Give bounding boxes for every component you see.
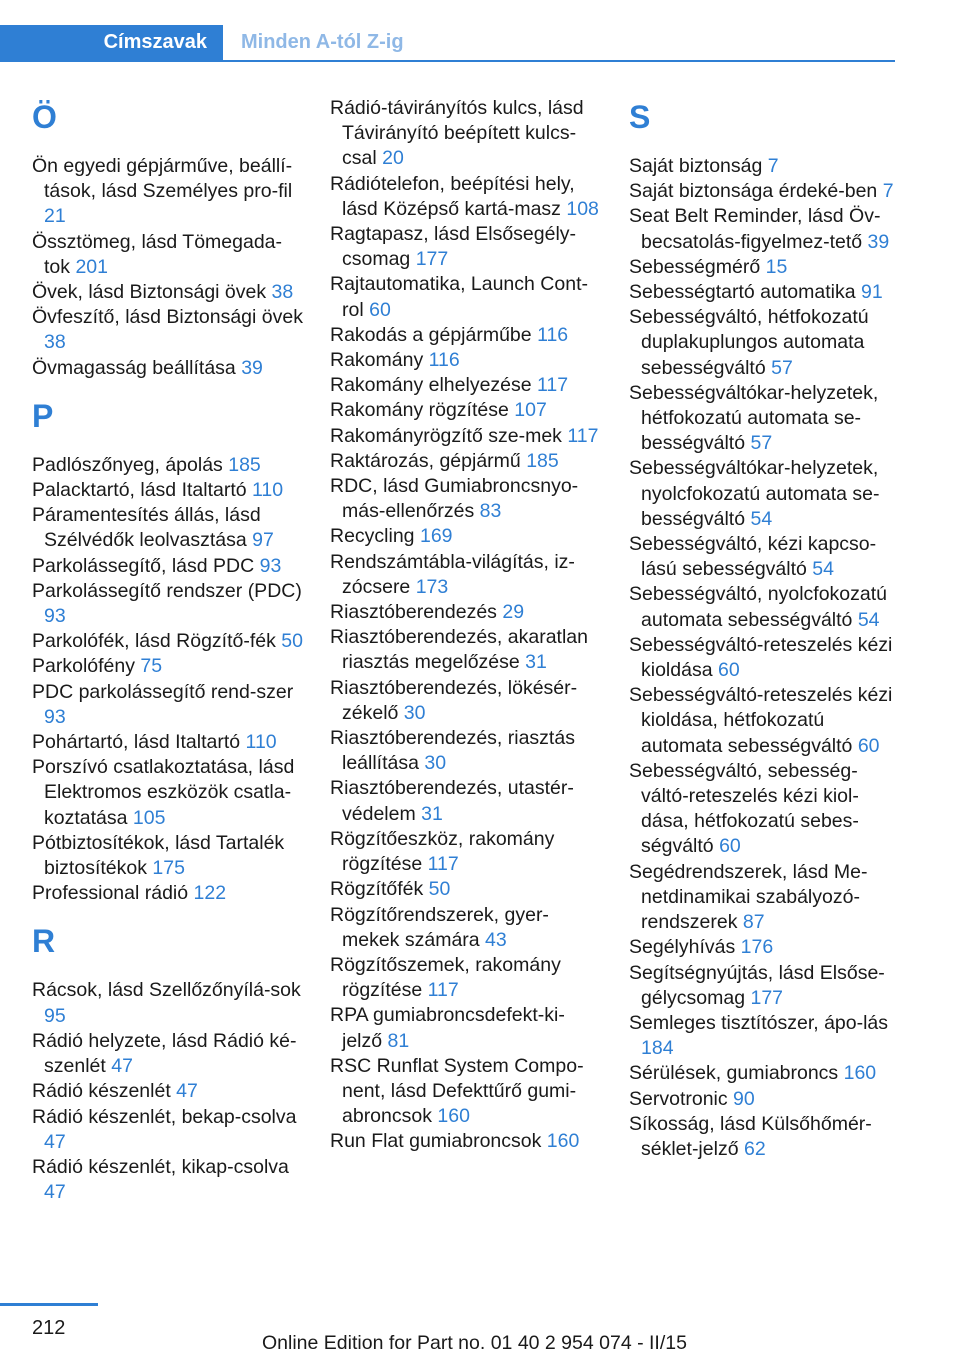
index-entry: [330, 96, 602, 172]
index-entry: [629, 1011, 897, 1061]
entry-text: Saját biztonsága érdeké-ben: [629, 180, 878, 203]
entry-text: Övfeszítő, lásd Biztonsági övek: [32, 306, 303, 329]
index-column-3: [629, 96, 897, 1162]
page-link[interactable]: 107: [514, 399, 547, 422]
index-entry: [629, 532, 897, 582]
edition-text: Online Edition for Part no. 01 40 2 954 074 - II/15: [262, 1332, 687, 1354]
entry-text: Rádió készenlét: [32, 1080, 171, 1103]
page-link[interactable]: 47: [44, 1181, 66, 1204]
entry-text: Servotronic: [629, 1087, 728, 1110]
index-entry: [32, 978, 304, 1028]
entry-text: Rádió-távirányítós kulcs, lásd Távirányító beépített kulcs-csal: [330, 97, 584, 170]
entry-text: Rajtautomatika, Launch Cont-rol: [330, 273, 588, 321]
page-link[interactable]: 15: [765, 255, 788, 278]
index-entry: [629, 633, 897, 683]
entry-text: Run Flat gumiabroncsok: [330, 1130, 542, 1153]
entry-text: Rakomány rögzítése: [330, 399, 509, 422]
index-entry: [629, 154, 897, 179]
entry-text: Pohártartó, lásd Italtartó: [32, 731, 241, 754]
index-entry: [629, 683, 897, 759]
page-link[interactable]: 47: [44, 1130, 66, 1153]
page-link[interactable]: 185: [228, 453, 261, 476]
entry-text: Sebességtartó automatika: [629, 281, 856, 304]
index-entry: [32, 654, 304, 679]
page-link[interactable]: 93: [44, 605, 66, 628]
entry-text: Riasztóberendezés, lökésér-zékelő: [330, 676, 578, 724]
index-entry: [330, 726, 602, 776]
page-link[interactable]: 110: [252, 479, 284, 502]
page-link[interactable]: 43: [485, 928, 507, 951]
index-entry: [330, 550, 602, 600]
index-entry: [629, 280, 897, 305]
page-link[interactable]: 110: [245, 731, 277, 754]
page-link[interactable]: 116: [537, 323, 569, 346]
entry-text: Övmagasság beállítása: [32, 356, 236, 379]
index-entry: [32, 554, 304, 579]
entry-text: Pótbiztosítékok, lásd Tartalék biztosítékok: [32, 831, 285, 880]
page-link[interactable]: 201: [75, 255, 108, 278]
index-entry: [629, 381, 897, 457]
entry-text: Sebességváltókar-helyzetek, hétfokozatú automata se-bességváltó: [629, 381, 879, 455]
page-link[interactable]: 7: [882, 180, 894, 203]
page-link[interactable]: 93: [44, 705, 66, 728]
entry-text: Ön egyedi gépjárműve, beállí-tások, lásd Személyes pro-fil: [32, 155, 293, 203]
page-link[interactable]: 117: [567, 424, 599, 447]
index-entry: [629, 860, 897, 936]
entry-text: Semleges tisztítószer, ápo-lás: [629, 1011, 889, 1034]
entry-text: Porszívó csatlakoztatása, lásd Elektromos eszközök csatla-koztatása: [32, 756, 295, 829]
page-link[interactable]: 54: [750, 507, 773, 530]
index-entry: [330, 172, 602, 222]
index-entry: [629, 456, 897, 532]
section-letter: R: [32, 923, 56, 960]
entry-text: Sérülések, gumiabroncs: [629, 1062, 839, 1085]
entry-text: Sebességmérő: [629, 255, 761, 278]
entry-text: Rádió helyzete, lásd Rádió ké-szenlét: [32, 1029, 297, 1078]
index-entry: [32, 503, 304, 553]
entry-text: Parkolófék, lásd Rögzítő-fék: [32, 630, 276, 653]
page-link[interactable]: 177: [750, 986, 784, 1009]
entry-text: Rádió készenlét, bekap-csolva: [32, 1105, 297, 1128]
index-entry: [32, 154, 304, 230]
page-link[interactable]: 87: [742, 911, 765, 934]
index-entry: [629, 961, 897, 1011]
page-link[interactable]: 105: [132, 806, 166, 829]
tab-cimszavak[interactable]: Címszavak: [0, 25, 223, 60]
tab-minden-a-tol-z-ig[interactable]: Minden A-tól Z-ig: [241, 31, 404, 53]
page-link[interactable]: 29: [502, 601, 525, 624]
entry-text: Sebességváltó-reteszelés kézi kioldása, hétfokozatú automata sebességváltó: [629, 684, 893, 757]
entry-text: Sebességváltó, kézi kapcso-lású sebességváltó: [629, 533, 877, 581]
page-link[interactable]: 31: [421, 802, 443, 825]
index-entry: [32, 453, 304, 478]
page-link[interactable]: 21: [44, 205, 66, 228]
section-letter: P: [32, 397, 54, 434]
index-entry: [330, 1003, 602, 1053]
entry-text: Segítségnyújtás, lásd Elsőse-gélycsomag: [629, 961, 885, 1009]
page-link[interactable]: 93: [259, 554, 282, 577]
page-link[interactable]: 54: [857, 608, 880, 631]
page-link[interactable]: 116: [428, 349, 460, 372]
page-link[interactable]: 91: [860, 281, 883, 304]
page-link[interactable]: 60: [857, 734, 880, 757]
entry-text: Recycling: [330, 525, 415, 548]
page-link[interactable]: 97: [252, 529, 274, 552]
entry-text: Sebességváltó-reteszelés kézi kioldása: [629, 633, 893, 682]
index-entry: [330, 424, 602, 449]
page-link[interactable]: 117: [427, 853, 459, 876]
index-entry: [629, 255, 897, 280]
entry-text: Rádiótelefon, beépítési hely, lásd Középső kartá-masz: [330, 172, 575, 220]
entry-text: RPA gumiabroncsdefekt-ki-jelző: [330, 1004, 565, 1052]
index-entry: [629, 179, 897, 204]
index-entry: [330, 827, 602, 877]
entry-text: Segédrendszerek, lásd Me-netdinamikai szabályozó-rendszerek: [629, 860, 868, 934]
index-entry: [629, 1112, 897, 1162]
index-entry: [330, 1054, 602, 1130]
entry-text: Palacktartó, lásd Italtartó: [32, 479, 247, 502]
page-number: 212: [32, 1317, 66, 1339]
entry-text: Parkolássegítő, lásd PDC: [32, 554, 255, 577]
index-column-2: [330, 96, 602, 1155]
entry-text: Saját biztonság: [629, 155, 763, 177]
page-link[interactable]: 50: [281, 630, 303, 653]
index-entry: [330, 600, 602, 625]
entry-text: Sebességváltókar-helyzetek, nyolcfokozatú automata se-bességváltó: [629, 457, 880, 530]
page-link[interactable]: 31: [525, 651, 547, 674]
index-entry: [629, 204, 897, 254]
page-link[interactable]: 62: [743, 1137, 766, 1160]
page-link[interactable]: 47: [111, 1055, 133, 1078]
entry-text: Rácsok, lásd Szellőzőnyílá-sok: [32, 979, 301, 1002]
entry-text: Riasztóberendezés, utastér-védelem: [330, 777, 574, 825]
index-entry: [330, 953, 602, 1003]
index-entry: [330, 348, 602, 373]
index-entry: [32, 881, 304, 906]
entry-text: Sebességváltó, sebesség-váltó-reteszelés kézi kiol-dása, hétfokozatú sebes-ségváltó: [629, 759, 859, 858]
index-entry: [32, 1079, 304, 1104]
header-tabbar: [0, 25, 895, 62]
entry-text: Segélyhívás: [629, 936, 736, 959]
index-entry: [330, 272, 602, 322]
entry-text: Professional rádió: [32, 882, 189, 905]
page-link[interactable]: 47: [176, 1080, 198, 1103]
entry-text: Rakodás a gépjárműbe: [330, 323, 532, 346]
page-link[interactable]: 175: [152, 857, 185, 880]
page-link[interactable]: 39: [241, 356, 263, 379]
entry-text: Ragtapasz, lásd Elsősegély-csomag: [330, 223, 577, 271]
page-link[interactable]: 122: [193, 882, 227, 905]
entry-text: Rendszámtábla-világítás, iz-zócsere: [330, 550, 575, 598]
entry-text: Rögzítőszemek, rakomány rögzítése: [330, 953, 561, 1002]
index-entry: [32, 579, 304, 629]
index-entry: [330, 474, 602, 524]
entry-text: Síkosság, lásd Külsőhőmér-séklet-jelző: [629, 1112, 872, 1160]
index-entry: [629, 1087, 897, 1112]
index-entry: [330, 449, 602, 474]
index-entry: [330, 1129, 602, 1154]
page-link[interactable]: 176: [740, 936, 774, 959]
entry-text: Raktározás, gépjármű: [330, 449, 521, 472]
index-entry: [32, 730, 304, 755]
page-link[interactable]: 160: [546, 1130, 580, 1153]
index-entry: [32, 1105, 304, 1155]
index-entry: [32, 629, 304, 654]
entry-text: Össztömeg, lásd Tömegada-tok: [32, 230, 283, 278]
page-link[interactable]: 160: [437, 1105, 470, 1128]
index-entry: [629, 582, 897, 632]
section-gap: [32, 381, 304, 395]
entry-text: PDC parkolássegítő rend-szer: [32, 680, 294, 703]
page-link[interactable]: 81: [387, 1029, 410, 1052]
entry-text: Rakomány: [330, 349, 424, 372]
entry-text: Parkolófény: [32, 655, 135, 678]
entry-text: Rádió készenlét, kikap-csolva: [32, 1155, 289, 1178]
page-link[interactable]: 54: [812, 558, 834, 581]
index-entry: [32, 230, 304, 280]
page-link[interactable]: 50: [428, 878, 451, 901]
entry-text: Rögzítőfék: [330, 878, 424, 901]
index-entry: [629, 305, 897, 381]
index-entry: [330, 524, 602, 549]
index-entry: [330, 877, 602, 902]
page-link[interactable]: 38: [271, 281, 294, 304]
index-entry: [330, 625, 602, 675]
section-gap: [32, 906, 304, 920]
page-link[interactable]: 30: [424, 752, 447, 775]
page-link[interactable]: 39: [867, 230, 890, 253]
entry-text: Riasztóberendezés: [330, 601, 497, 624]
index-entry: [330, 373, 602, 398]
page-link[interactable]: 57: [750, 432, 773, 455]
index-entry: [32, 755, 304, 831]
entry-text: RDC, lásd Gumiabroncsnyo-más-ellenőrzés: [330, 475, 579, 523]
index-entry: [629, 1061, 897, 1086]
entry-text: Padlószőnyeg, ápolás: [32, 453, 223, 476]
entry-text: Rögzítőeszköz, rakomány rögzítése: [330, 827, 555, 876]
entry-text: Övek, lásd Biztonsági övek: [32, 281, 267, 304]
page-link[interactable]: 95: [44, 1004, 66, 1027]
page-link[interactable]: 60: [717, 659, 740, 682]
index-column-1: [32, 96, 304, 1205]
entry-text: Sebességváltó, nyolcfokozatú automata sebességváltó: [629, 583, 887, 631]
entry-text: Riasztóberendezés, akaratlan riasztás megelőzése: [330, 626, 588, 674]
page-link[interactable]: 30: [403, 701, 426, 724]
entry-text: Parkolássegítő rendszer (PDC): [32, 579, 302, 602]
index-entry: [330, 676, 602, 726]
index-entry: [32, 680, 304, 730]
entry-text: RSC Runflat System Compo-nent, lásd Defekttűrő gumi-abroncsok: [330, 1054, 584, 1128]
index-entry: [330, 222, 602, 272]
section-letter: S: [629, 99, 651, 135]
index-entry: [629, 935, 897, 960]
footer-divider: [0, 1303, 98, 1306]
index-entry: [32, 831, 304, 881]
entry-text: Rakomány elhelyezése: [330, 374, 532, 397]
page-link[interactable]: 38: [44, 331, 66, 354]
section-letter: Ö: [32, 99, 57, 135]
page-link[interactable]: 7: [767, 155, 779, 177]
index-entry: [629, 759, 897, 860]
entry-text: Sebességváltó, hétfokozatú duplakuplungos automata sebességváltó: [629, 306, 869, 379]
index-entry: [330, 903, 602, 953]
index-entry: [32, 1155, 304, 1205]
index-entry: [32, 356, 304, 381]
index-entry: [32, 478, 304, 503]
page-link[interactable]: 185: [526, 449, 559, 472]
entry-text: Páramentesítés állás, lásd Szélvédők leolvasztása: [32, 504, 261, 552]
index-entry: [32, 280, 304, 305]
page-link[interactable]: 57: [771, 356, 793, 379]
page-link[interactable]: 177: [415, 248, 449, 271]
entry-text: Riasztóberendezés, riasztás leállítása: [330, 727, 575, 775]
page-link[interactable]: 160: [843, 1062, 877, 1085]
page-link[interactable]: 117: [537, 374, 569, 397]
page-link[interactable]: 117: [427, 979, 459, 1002]
page-link[interactable]: 184: [641, 1037, 674, 1060]
page-link[interactable]: 169: [419, 525, 453, 548]
entry-text: Seat Belt Reminder, lásd Öv-becsatolás-figyelmez-tető: [629, 205, 881, 253]
index-entry: [330, 323, 602, 348]
page-link[interactable]: 83: [479, 500, 502, 523]
entry-text: Rakományrögzítő sze-mek: [330, 424, 562, 447]
page-link[interactable]: 90: [733, 1087, 755, 1110]
index-entry: [330, 398, 602, 423]
index-entry: [32, 305, 304, 355]
page-link[interactable]: 20: [382, 147, 404, 170]
index-entry: [330, 776, 602, 826]
page-link[interactable]: 173: [415, 575, 449, 598]
entry-text: Rögzítőrendszerek, gyer-mekek számára: [330, 903, 549, 951]
page-link[interactable]: 75: [140, 655, 163, 678]
index-entry: [32, 1029, 304, 1079]
page-link[interactable]: 108: [566, 197, 599, 220]
page-link[interactable]: 60: [369, 298, 391, 321]
page-link[interactable]: 60: [719, 835, 741, 858]
